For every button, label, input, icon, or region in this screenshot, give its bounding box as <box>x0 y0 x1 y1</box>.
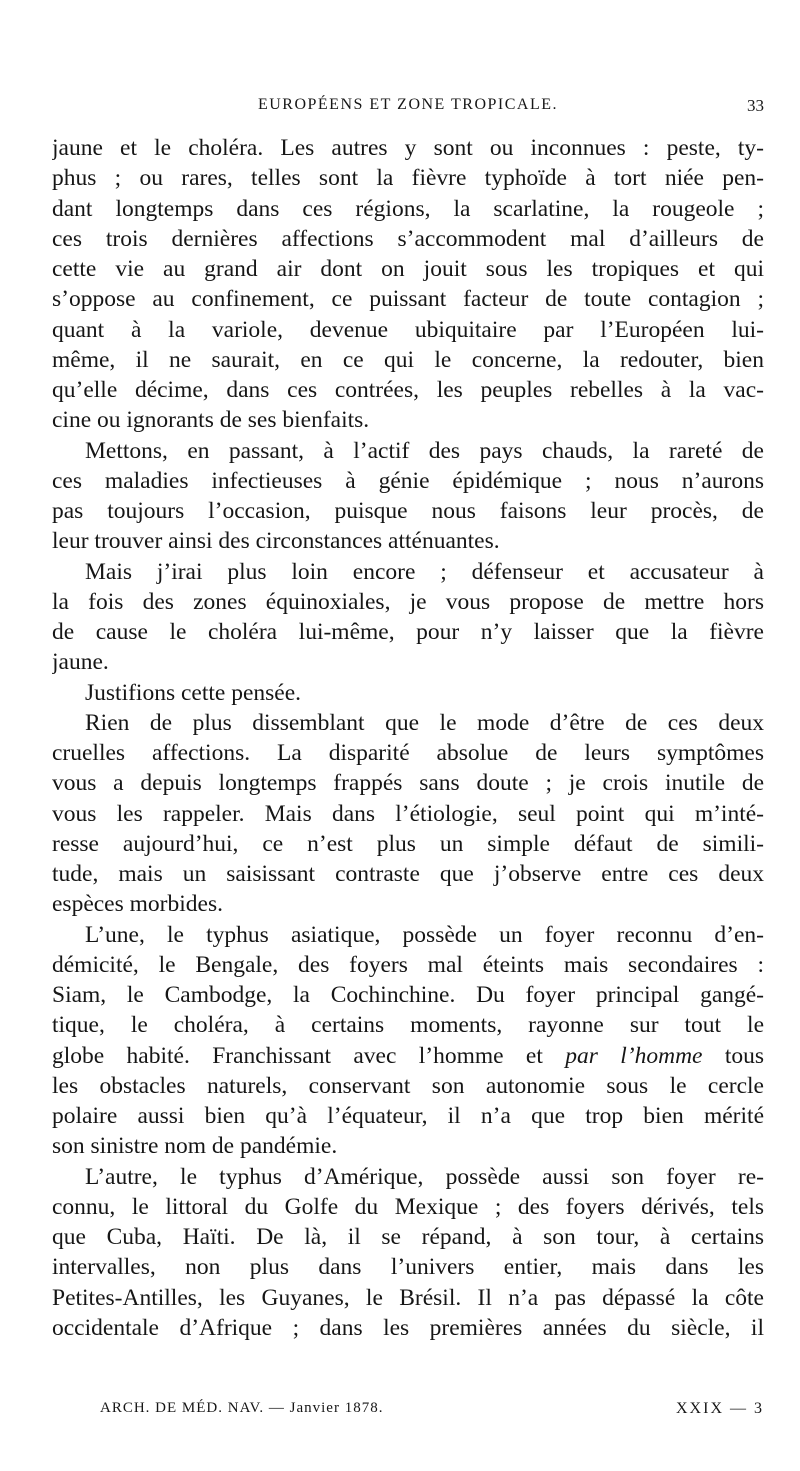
text-line: Mais j’irai plus loin encore ; défenseur et accusateur à <box>85 558 764 585</box>
text-line: même, il ne saurait, en ce qui le concerne, la redouter, bien <box>52 346 764 373</box>
text-line: intervalles, non plus dans l’univers entier, mais dans les <box>52 1254 764 1281</box>
text-line: tude, mais un saisissant contraste que j’observe entre ces deux <box>52 861 764 887</box>
page-number: 33 <box>747 96 764 115</box>
text-line: phus ; ou rares, telles sont la fièvre typhoïde à tort niée pen- <box>52 165 764 192</box>
text-line: ces maladies infectieuses à génie épidémique ; nous n’aurons <box>52 467 764 494</box>
text-line: cruelles affections. La disparité absolue de leurs symptômes <box>52 740 764 766</box>
journal-reference: ARCH. DE MÉD. NAV. — Janvier 1878. <box>100 1400 384 1416</box>
signature-mark: XXIX — 3 <box>676 1400 764 1417</box>
line-end: tous <box>724 1042 764 1069</box>
text-line: cette vie au grand air dont on jouit sous les tropiques et qui <box>52 256 764 282</box>
text-line: jaune et le choléra. Les autres y sont ou inconnues : peste, ty- <box>52 135 764 161</box>
text-line: qu’elle décime, dans ces contrées, les peuples rebelles à la vac- <box>52 377 764 403</box>
text-line: connu, le littoral du Golfe du Mexique ; des foyers dérivés, tels <box>52 1193 764 1220</box>
page-footer <box>100 1400 764 1422</box>
text-line: que Cuba, Haïti. De là, il se répand, à son tour, à certains <box>52 1224 764 1250</box>
text-line: quant à la variole, devenue ubiquitaire par l’Européen lui- <box>52 316 764 343</box>
text-line: tique, le choléra, à certains moments, rayonne sur tout le <box>52 1012 764 1039</box>
italic-phrase: par l’homme <box>565 1042 703 1069</box>
running-title: EUROPÉENS ET ZONE TROPICALE. <box>257 96 559 113</box>
text-line: espèces morbides. <box>52 891 223 918</box>
running-head <box>52 96 764 120</box>
text-line: occidentale d’Afrique ; dans les premières années du siècle, il <box>52 1314 764 1341</box>
text-line: Rien de plus dissemblant que le mode d’être de ces deux <box>85 709 764 736</box>
text-line: jaune. <box>52 649 109 676</box>
text-line: pas toujours l’occasion, puisque nous faisons leur procès, de <box>52 498 764 524</box>
text-line: dant longtemps dans ces régions, la scarlatine, la rougeole ; <box>52 195 764 222</box>
text-line: Siam, le Cambodge, la Cochinchine. Du foyer principal gangé- <box>52 982 764 1008</box>
text-line: démicité, le Bengale, des foyers mal éteints mais secondaires : <box>52 951 764 978</box>
text-line: resse aujourd’hui, ce n’est plus un simple défaut de simili- <box>52 830 764 857</box>
text-line: polaire aussi bien qu’à l’équateur, il n’a que trop bien mérité <box>52 1103 764 1129</box>
text-line: la fois des zones équinoxiales, je vous propose de mettre hors <box>52 588 764 615</box>
text-line-mixed <box>52 1041 764 1071</box>
text-line: vous les rappeler. Mais dans l’étiologie, seul point qui m’inté- <box>52 800 764 827</box>
text-line: son sinistre nom de pandémie. <box>52 1133 338 1160</box>
text-line: Mettons, en passant, à l’actif des pays chauds, la rareté de <box>85 437 764 464</box>
line-start: globe habité. Franchissant avec l’homme et <box>52 1042 543 1069</box>
text-line: vous a depuis longtemps frappés sans doute ; je crois inutile de <box>52 770 764 797</box>
text-line: Justifions cette pensée. <box>85 679 302 706</box>
text-line: les obstacles naturels, conservant son autonomie sous le cercle <box>52 1072 764 1099</box>
text-line: leur trouver ainsi des circonstances atténuantes. <box>52 528 500 555</box>
text-line: L’une, le typhus asiatique, possède un foyer reconnu d’en- <box>85 921 764 948</box>
text-line: ces trois dernières affections s’accommodent mal d’ailleurs de <box>52 225 764 252</box>
body-text <box>52 133 764 1343</box>
text-line: de cause le choléra lui-même, pour n’y laisser que la fièvre <box>52 619 764 645</box>
text-line: cine ou ignorants de ses bienfaits. <box>52 407 370 434</box>
text-line: s’oppose au confinement, ce puissant facteur de toute contagion ; <box>52 286 764 313</box>
text-line: Petites-Antilles, les Guyanes, le Brésil. Il n’a pas dépassé la côte <box>52 1284 764 1311</box>
text-line: L’autre, le typhus d’Amérique, possède aussi son foyer re- <box>85 1163 764 1190</box>
